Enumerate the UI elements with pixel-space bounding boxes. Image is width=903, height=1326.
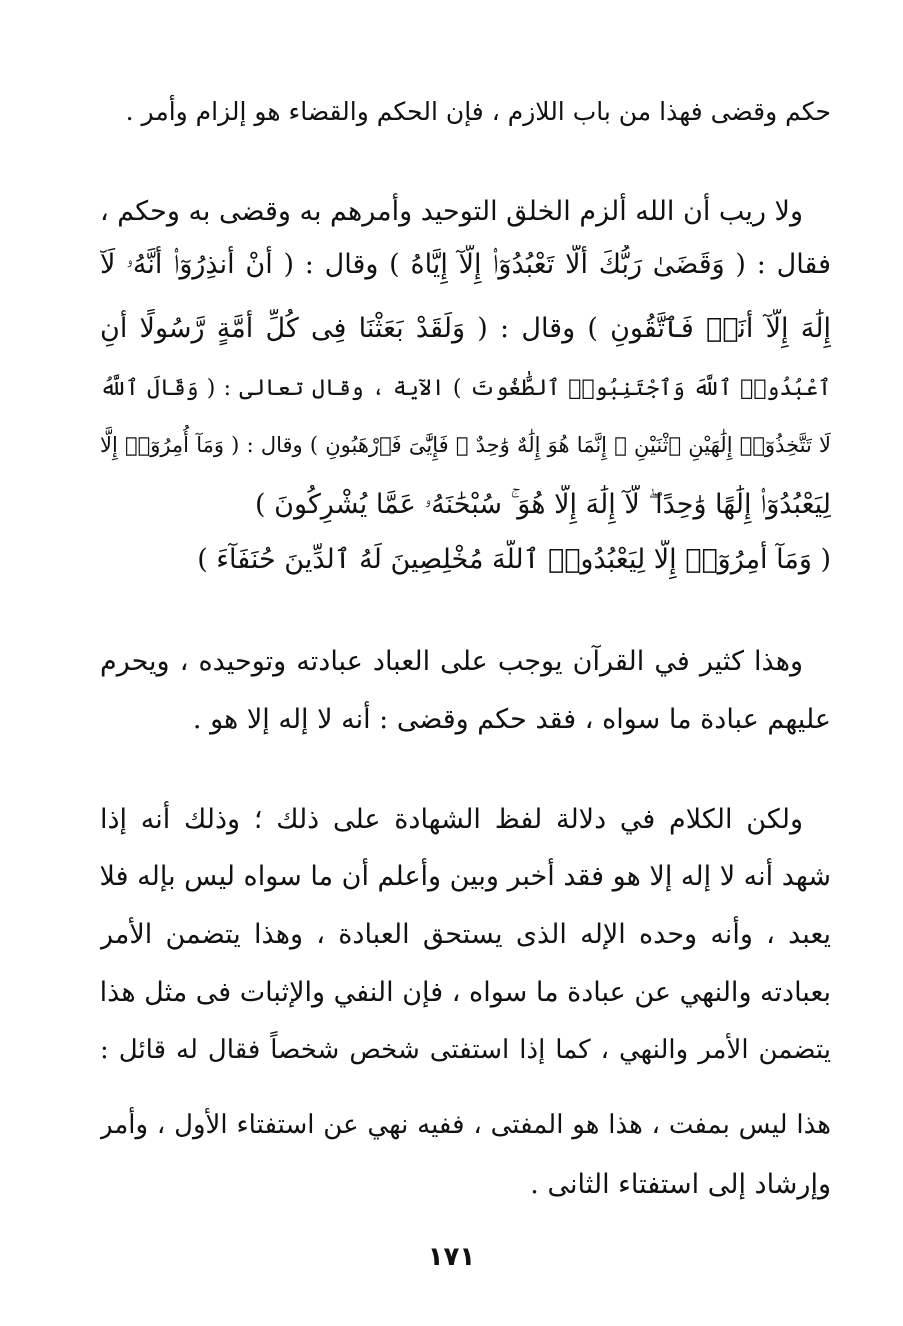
- text-line: بعبادته والنهي عن عبادة ما سواه ، فإن النفي والإثبات فى مثل هذا: [100, 977, 831, 1008]
- page-number: ١٧١: [427, 1242, 476, 1272]
- text-line: يتضمن الأمر والنهي ، كما إذا استفتى شخص شخصاً فقال له قائل :: [100, 1035, 831, 1065]
- text-line: حكم وقضى فهذا من باب اللازم ، فإن الحكم والقضاء هو إلزام وأمر .: [125, 97, 831, 126]
- quran-quote-line: ( وَمَآ أُمِرُوٓا۟ إِلَّا لِيَعْبُدُوا۟ ٱللَّهَ مُخْلِصِينَ لَهُ ٱلدِّينَ حُنَفَآءَ ): [197, 544, 831, 575]
- text-line: عليهم عبادة ما سواه ، فقد حكم وقضى : أنه لا إله إلا هو .: [192, 704, 831, 735]
- quran-quote-line: لَا تَتَّخِذُوٓا۟ إِلَٰهَيْنِ ٱثْنَيْنِ ۖ إِنَّمَا هُوَ إِلَٰهٌ وَٰحِدٌ ۖ فَإِيَّٰىَ فَٱرْهَبُونِ ) وقال : ( وَمَآ أُمِرُوٓا۟ إِلَّا: [100, 433, 831, 457]
- quran-quote-line: لِيَعْبُدُوٓا۟ إِلَٰهًا وَٰحِدًا ۖ لَّآ إِلَٰهَ إِلَّا هُوَ ۚ سُبْحَٰنَهُۥ عَمَّا يُشْرِكُونَ ): [255, 489, 831, 520]
- quran-quote-line: إِلَٰهَ إِلَّآ أَنَا۠ فَٱتَّقُونِ ) وقال : ( وَلَقَدْ بَعَثْنَا فِى كُلِّ أُمَّةٍ رَّسُولًا أَنِ: [100, 313, 831, 344]
- text-line: شهد أنه لا إله إلا هو فقد أخبر وبين وأعلم أن ما سواه ليس بإله فلا: [100, 861, 831, 892]
- text-line: ولكن الكلام في دلالة لفظ الشهادة على ذلك ؛ وذلك أنه إذا: [100, 804, 803, 835]
- text-line: وإرشاد إلى استفتاء الثانى .: [530, 1169, 831, 1200]
- text-line: يعبد ، وأنه وحده الإله الذى يستحق العبادة ، وهذا يتضمن الأمر: [100, 919, 831, 950]
- text-line: وهذا كثير في القرآن يوجب على العباد عبادته وتوحيده ، ويحرم: [100, 646, 803, 677]
- text-line: ولا ريب أن الله ألزم الخلق التوحيد وأمرهم به وقضى به وحكم ،: [100, 196, 803, 227]
- quran-quote-line: ٱعْبُدُوا۟ ٱللَّهَ وَٱجْتَنِبُوا۟ ٱلطَّٰغُوتَ ) الآية ، وقال تعالى : ( وَقَالَ ٱللَّهُ: [100, 376, 831, 401]
- quran-quote-line: فقال : ( وَقَضَىٰ رَبُّكَ أَلَّا تَعْبُدُوٓا۟ إِلَّآ إِيَّاهُ ) وقال : ( أَنْ أَنذِرُوٓا۟ أَنَّهُۥ لَآ: [100, 249, 831, 280]
- text-line: هذا ليس بمفت ، هذا هو المفتى ، ففيه نهي عن استفتاء الأول ، وأمر: [100, 1110, 831, 1140]
